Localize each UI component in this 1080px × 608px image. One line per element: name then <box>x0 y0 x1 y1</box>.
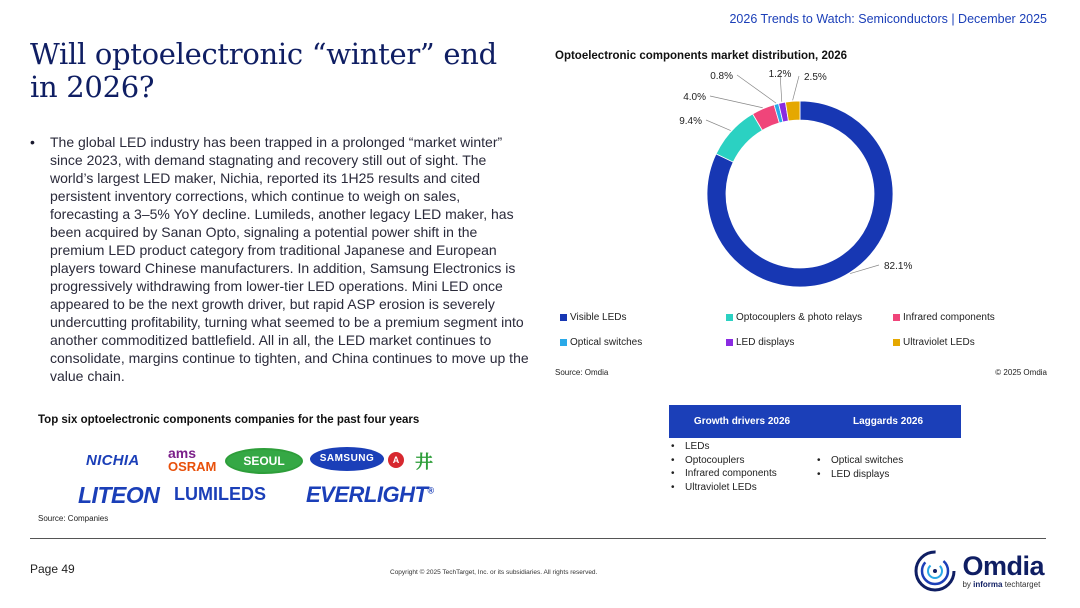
legend-label: Visible LEDs <box>570 312 627 323</box>
legend-label: LED displays <box>736 337 795 348</box>
data-label: 4.0% <box>683 92 706 103</box>
body-bullet <box>30 133 530 385</box>
legend-swatch <box>726 314 733 321</box>
legend-label: Optical switches <box>570 337 643 348</box>
list-item: • Optical switches <box>817 454 903 468</box>
laggards-header: Laggards 2026 <box>852 416 924 427</box>
brand-sub-prefix: by <box>962 580 974 589</box>
legend-item <box>560 337 642 348</box>
legend-item <box>560 312 627 323</box>
legend-swatch <box>726 339 733 346</box>
legend-label: Infrared components <box>903 312 995 323</box>
everlight-logo-text: EVERLIGHT <box>306 482 428 507</box>
list-item: • Ultraviolet LEDs <box>671 481 777 495</box>
donut-slice-optocouplers-photo-relays <box>716 114 762 162</box>
laggards-list <box>817 454 903 481</box>
leader-line <box>710 96 763 108</box>
page-title: Will optoelectronic “winter” end in 2026? <box>30 37 497 104</box>
data-label: 1.2% <box>768 69 792 80</box>
leader-line <box>793 76 799 100</box>
bullet-marker: • <box>30 134 35 150</box>
donut-slice-ultraviolet-leds <box>785 101 800 121</box>
omdia-brand <box>914 550 1044 592</box>
brand-sub-bold: informa <box>973 580 1003 589</box>
chart-source: Source: Omdia <box>555 368 609 377</box>
growth-drivers-header: Growth drivers 2026 <box>693 416 791 427</box>
company-logos <box>78 444 478 508</box>
ams-osram-logo <box>168 446 216 474</box>
legend-item <box>726 312 862 323</box>
legend-item <box>893 337 975 348</box>
drivers-table-header <box>669 405 961 438</box>
liteon-logo: LITEON <box>78 482 160 508</box>
samsung-logo: SAMSUNG <box>310 447 384 471</box>
data-label: 9.4% <box>679 116 702 127</box>
legend-swatch <box>893 314 900 321</box>
legend-swatch <box>560 339 567 346</box>
legend-label: Optocouplers & photo relays <box>736 312 863 323</box>
legend-item <box>893 312 995 323</box>
ams-logo-text: ams <box>168 445 197 461</box>
data-label: 82.1% <box>884 261 913 272</box>
footer-copyright: Copyright © 2025 TechTarget, Inc. or its subsidiaries. All rights reserved. <box>390 569 598 576</box>
brand-sub-rest: techtarget <box>1002 580 1041 589</box>
red-circle-logo: A <box>388 452 404 468</box>
seoul-logo: SEOUL <box>225 448 303 474</box>
leader-line <box>706 120 731 131</box>
list-item: • LED displays <box>817 468 903 482</box>
bullet-text: The global LED industry has been trapped in a prolonged “market winter” since 2023, with demand stagnating and recovery still out of sight. The world’s largest LED maker, Nichia, reported its 1H25 results and cited persistent inventory corrections, which continue to weigh on sales, forecasting a 3–5% YoY decline. Lumileds, another legacy LED maker, has been acquired by Sanan Opto, signaling a potential power shift in the premium LED product category from traditional Japanese and European players toward Chinese manufacturers. In addition, Samsung Electronics is progressively withdrawing from lower-tier LED operations. Mini LED once appeared to be the next growth driver, but rapid ASP erosion is severely undercutting profitability, turning what seemed to be a premium segment into another commoditized battlefield. All in all, the LED market continues to consolidate, margins continue to tighten, and China continues to move up the value chain. <box>50 134 529 384</box>
osram-logo-text: OSRAM <box>168 459 217 474</box>
data-label: 2.5% <box>804 72 827 83</box>
companies-title: Top six optoelectronic components companies for the past four years <box>38 414 420 426</box>
lumileds-logo: LUMILEDS <box>174 484 266 504</box>
list-item: • Infrared components <box>671 467 777 481</box>
everlight-logo <box>306 482 434 508</box>
green-glyph-logo: 井 <box>415 452 433 472</box>
chart-legend <box>560 312 1050 356</box>
legend-swatch <box>893 339 900 346</box>
omdia-logo-icon <box>914 550 956 592</box>
brand-name: Omdia <box>962 551 1044 581</box>
data-label: 0.8% <box>710 71 733 82</box>
brand-subline <box>962 580 1044 590</box>
companies-source: Source: Companies <box>38 514 109 523</box>
list-item: • Optocouplers <box>671 454 777 468</box>
legend-item <box>726 337 794 348</box>
chart-copyright: © 2025 Omdia <box>995 368 1047 377</box>
registered-mark: ® <box>427 485 434 496</box>
legend-label: Ultraviolet LEDs <box>903 337 975 348</box>
chart-title: Optoelectronic components market distribution, 2026 <box>555 50 848 62</box>
report-header-tag: 2026 Trends to Watch: Semiconductors | December 2025 <box>729 12 1047 26</box>
legend-swatch <box>560 314 567 321</box>
list-item: • LEDs <box>671 440 777 454</box>
growth-drivers-list <box>671 440 777 494</box>
nichia-logo: NICHIA <box>86 452 140 469</box>
footer-divider <box>30 538 1046 539</box>
page-number: Page 49 <box>30 562 75 576</box>
donut-chart <box>660 62 960 312</box>
